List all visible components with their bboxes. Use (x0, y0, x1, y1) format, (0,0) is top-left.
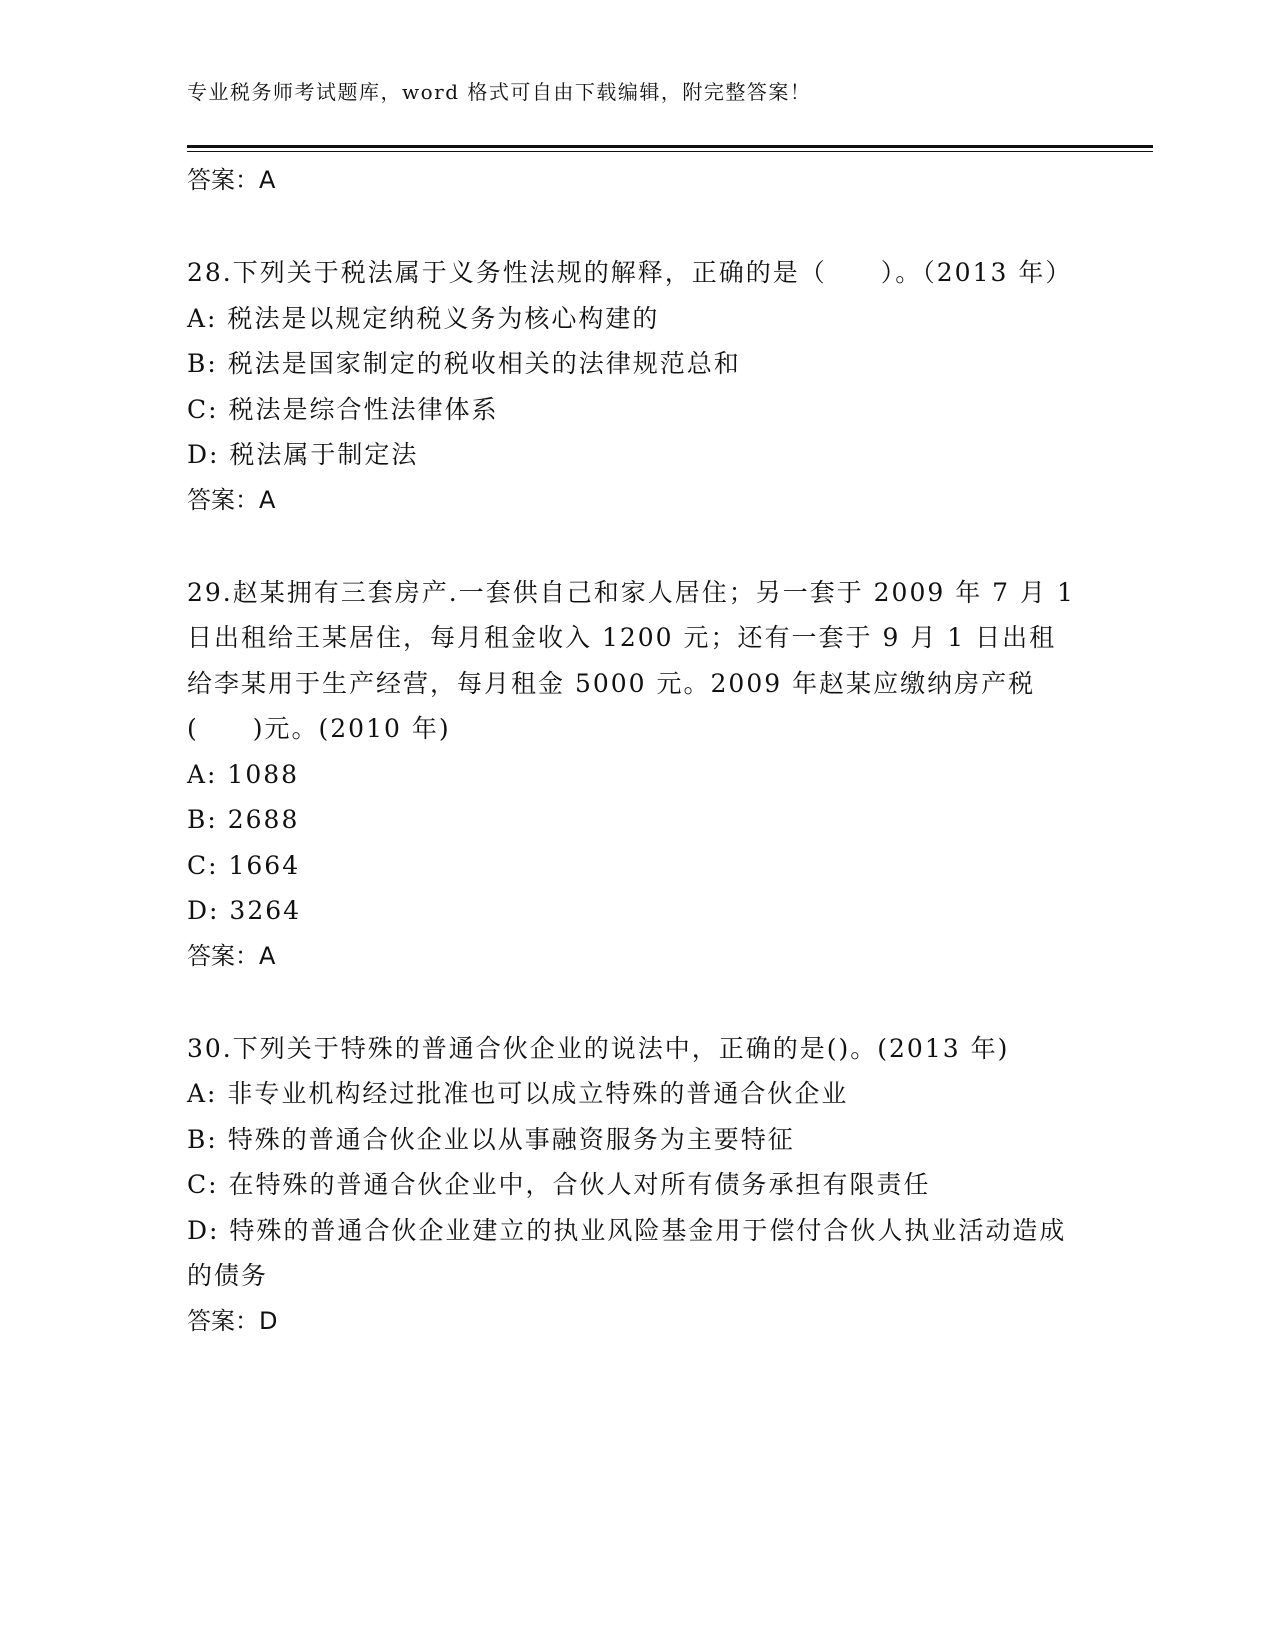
option-c: C: 税法是综合性法律体系 (187, 394, 499, 424)
question-stem: 29.赵某拥有三套房产.一套供自己和家人居住；另一套于 2009 年 7 月 1 日出租给王某居住，每月租金收入 1200 元；还有一套于 9 月 1 日出租给李某用于生产经营，每月租金 5000 元。2009 年赵某应缴纳房产税( )元。(2010 年) (187, 577, 1075, 743)
question-block (187, 1026, 1087, 1343)
option-b: B: 特殊的普通合伙企业以从事融资服务为主要特征 (187, 1124, 795, 1154)
header-rule-thin (187, 151, 1153, 152)
option-a: A: 1088 (187, 759, 300, 789)
option-b: B: 税法是国家制定的税收相关的法律规范总和 (187, 349, 741, 378)
page-header: 专业税务师考试题库，word 格式可自由下载编辑，附完整答案！ (187, 80, 812, 104)
answer-label: 答案：D (187, 1306, 278, 1335)
option-c: C: 在特殊的普通合伙企业中，合伙人对所有债务承担有限责任 (187, 1170, 931, 1199)
document-body (187, 158, 1087, 1343)
question-block (187, 250, 1087, 522)
option-d: D: 3264 (187, 896, 302, 925)
question-block (187, 570, 1087, 978)
spacer (187, 522, 1087, 570)
spacer (187, 202, 1087, 250)
option-a: A: 税法是以规定纳税义务为核心构建的 (187, 303, 660, 333)
option-a: A: 非专业机构经过批准也可以成立特殊的普通合伙企业 (187, 1079, 849, 1108)
answer-label: 答案：A (187, 166, 276, 194)
spacer (187, 978, 1087, 1026)
option-d: D: 特殊的普通合伙企业建立的执业风险基金用于偿付合伙人执业活动造成的债务 (187, 1215, 1067, 1290)
question-stem: 28.下列关于税法属于义务性法规的解释，正确的是（ ）。（2013 年） (187, 258, 1073, 287)
option-d: D: 税法属于制定法 (187, 440, 419, 469)
answer-label: 答案：A (187, 941, 276, 970)
option-c: C: 1664 (187, 850, 301, 880)
answer-label: 答案：A (187, 485, 276, 514)
option-b: B: 2688 (187, 805, 300, 834)
question-stem: 30.下列关于特殊的普通合伙企业的说法中，正确的是()。(2013 年) (187, 1033, 1010, 1063)
header-rule-thick (187, 145, 1153, 148)
